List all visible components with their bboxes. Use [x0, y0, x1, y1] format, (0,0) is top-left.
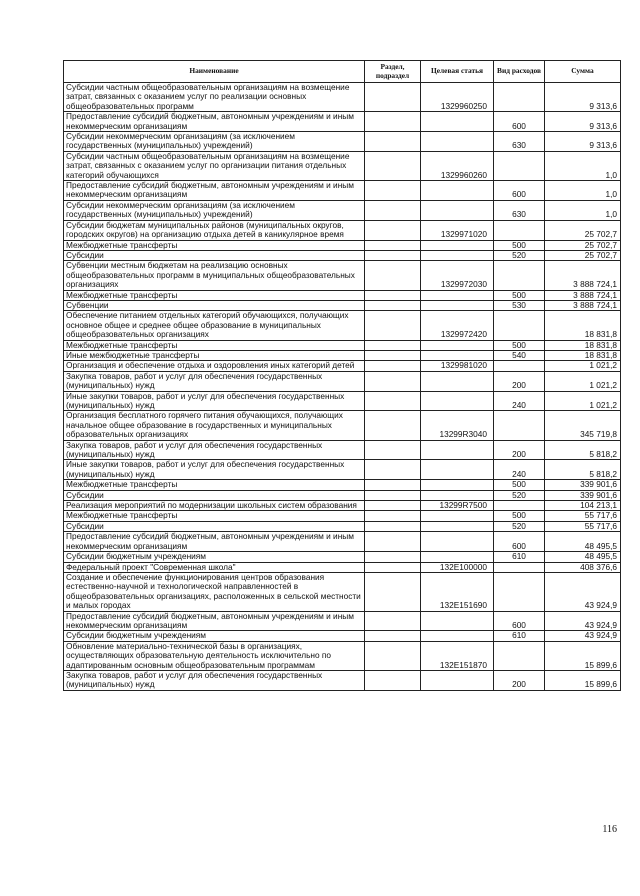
- cell-sum: 3 888 724,1: [545, 300, 621, 310]
- cell-section: [365, 300, 421, 310]
- cell-name: Субсидии некоммерческим организациям (за исключением государственных (муниципальных) учреждений): [64, 200, 365, 220]
- cell-name: Субсидии бюджетным учреждениям: [64, 631, 365, 641]
- table-row: [64, 371, 621, 391]
- cell-kind: 520: [494, 521, 545, 531]
- table-row: [64, 501, 621, 511]
- table-row: [64, 391, 621, 411]
- table-row: [64, 641, 621, 670]
- cell-sum: 1 021,2: [545, 391, 621, 411]
- cell-section: [365, 361, 421, 371]
- cell-kind: 600: [494, 532, 545, 552]
- cell-sum: 3 888 724,1: [545, 290, 621, 300]
- cell-kind: 630: [494, 132, 545, 152]
- cell-sum: 5 818,2: [545, 440, 621, 460]
- cell-kind: 520: [494, 490, 545, 500]
- cell-name: Закупка товаров, работ и услуг для обеспечения государственных (муниципальных) нужд: [64, 670, 365, 690]
- cell-sum: 9 313,6: [545, 83, 621, 112]
- cell-section: [365, 132, 421, 152]
- cell-kind: 200: [494, 371, 545, 391]
- cell-section: [365, 311, 421, 340]
- cell-name: Обеспечение питанием отдельных категорий обучающихся, получающих основное общее и среднее общее образование в муниципальных общеобразовательных организациях: [64, 311, 365, 340]
- table-row: [64, 261, 621, 290]
- cell-target: [421, 611, 494, 631]
- cell-kind: [494, 562, 545, 572]
- table-row: [64, 532, 621, 552]
- cell-target: [421, 631, 494, 641]
- cell-kind: 610: [494, 552, 545, 562]
- cell-sum: 43 924,9: [545, 631, 621, 641]
- cell-target: [421, 670, 494, 690]
- header-name: Наименование: [64, 61, 365, 83]
- cell-section: [365, 261, 421, 290]
- cell-sum: 48 495,5: [545, 532, 621, 552]
- cell-name: Обновление материально-технической базы в организациях, осуществляющих образовательную деятельность исключительно по адаптированным основным общеобразовательным программам: [64, 641, 365, 670]
- cell-kind: [494, 641, 545, 670]
- cell-sum: 55 717,6: [545, 511, 621, 521]
- cell-section: [365, 490, 421, 500]
- table-row: [64, 480, 621, 490]
- cell-sum: 25 702,7: [545, 250, 621, 260]
- cell-section: [365, 340, 421, 350]
- cell-kind: [494, 151, 545, 180]
- table-row: [64, 511, 621, 521]
- cell-name: Федеральный проект "Современная школа": [64, 562, 365, 572]
- cell-name: Субсидии частным общеобразовательным организациям на возмещение затрат, связанных с оказанием услуг по реализации основных общеобразовательных программ: [64, 83, 365, 112]
- cell-sum: 43 924,9: [545, 611, 621, 631]
- table-row: [64, 83, 621, 112]
- cell-kind: 240: [494, 460, 545, 480]
- cell-kind: 240: [494, 391, 545, 411]
- cell-section: [365, 391, 421, 411]
- cell-kind: [494, 311, 545, 340]
- cell-target: [421, 250, 494, 260]
- cell-kind: 610: [494, 631, 545, 641]
- cell-section: [365, 670, 421, 690]
- cell-section: [365, 151, 421, 180]
- cell-kind: 200: [494, 440, 545, 460]
- cell-kind: [494, 83, 545, 112]
- cell-kind: [494, 501, 545, 511]
- header-kind: Вид расходов: [494, 61, 545, 83]
- cell-kind: 530: [494, 300, 545, 310]
- cell-name: Создание и обеспечение функционирования центров образования естественно-научной и технологической направленностей в общеобразовательных организациях, расположенных в сельской местности и малых городах: [64, 572, 365, 611]
- budget-table: [63, 60, 621, 691]
- table-row: [64, 552, 621, 562]
- cell-target: 1329981020: [421, 361, 494, 371]
- cell-target: [421, 240, 494, 250]
- cell-kind: [494, 572, 545, 611]
- cell-section: [365, 460, 421, 480]
- cell-section: [365, 480, 421, 490]
- cell-kind: [494, 411, 545, 440]
- cell-target: 1329960260: [421, 151, 494, 180]
- cell-section: [365, 200, 421, 220]
- cell-name: Предоставление субсидий бюджетным, автономным учреждениям и иным некоммерческим организациям: [64, 611, 365, 631]
- cell-sum: 1 021,2: [545, 361, 621, 371]
- cell-kind: [494, 261, 545, 290]
- cell-name: Межбюджетные трансферты: [64, 240, 365, 250]
- cell-name: Межбюджетные трансферты: [64, 340, 365, 350]
- cell-target: [421, 552, 494, 562]
- cell-kind: [494, 361, 545, 371]
- cell-kind: 540: [494, 350, 545, 360]
- cell-kind: 200: [494, 670, 545, 690]
- cell-name: Субсидии некоммерческим организациям (за исключением государственных (муниципальных) учреждений): [64, 132, 365, 152]
- cell-target: [421, 460, 494, 480]
- cell-target: [421, 391, 494, 411]
- cell-section: [365, 501, 421, 511]
- cell-section: [365, 631, 421, 641]
- cell-target: 1329972030: [421, 261, 494, 290]
- table-row: [64, 151, 621, 180]
- table-row: [64, 240, 621, 250]
- cell-section: [365, 552, 421, 562]
- cell-section: [365, 220, 421, 240]
- table-header-row: [64, 61, 621, 83]
- cell-name: Иные закупки товаров, работ и услуг для обеспечения государственных (муниципальных) нужд: [64, 391, 365, 411]
- cell-name: Межбюджетные трансферты: [64, 290, 365, 300]
- table-row: [64, 340, 621, 350]
- cell-sum: 3 888 724,1: [545, 261, 621, 290]
- cell-sum: 18 831,8: [545, 340, 621, 350]
- cell-target: 132E151690: [421, 572, 494, 611]
- cell-target: 132E100000: [421, 562, 494, 572]
- cell-kind: 500: [494, 240, 545, 250]
- cell-target: [421, 350, 494, 360]
- cell-section: [365, 371, 421, 391]
- cell-kind: 600: [494, 112, 545, 132]
- table-row: [64, 350, 621, 360]
- cell-section: [365, 250, 421, 260]
- cell-target: [421, 300, 494, 310]
- table-row: [64, 562, 621, 572]
- cell-name: Субвенции местным бюджетам на реализацию основных общеобразовательных программ в муниципальных общеобразовательных организациях: [64, 261, 365, 290]
- cell-kind: 600: [494, 181, 545, 201]
- cell-sum: 345 719,8: [545, 411, 621, 440]
- cell-sum: 339 901,6: [545, 480, 621, 490]
- table-row: [64, 220, 621, 240]
- cell-sum: 25 702,7: [545, 240, 621, 250]
- table-row: [64, 411, 621, 440]
- cell-target: 1329972420: [421, 311, 494, 340]
- cell-target: 1329971020: [421, 220, 494, 240]
- page-number: 116: [602, 824, 617, 835]
- cell-target: [421, 200, 494, 220]
- cell-section: [365, 350, 421, 360]
- cell-target: [421, 371, 494, 391]
- cell-name: Субсидии бюджетным учреждениям: [64, 552, 365, 562]
- table-row: [64, 460, 621, 480]
- cell-sum: 1,0: [545, 181, 621, 201]
- cell-section: [365, 641, 421, 670]
- cell-sum: 55 717,6: [545, 521, 621, 531]
- cell-sum: 18 831,8: [545, 311, 621, 340]
- cell-sum: 339 901,6: [545, 490, 621, 500]
- cell-target: [421, 290, 494, 300]
- cell-section: [365, 572, 421, 611]
- cell-section: [365, 83, 421, 112]
- cell-name: Субсидии: [64, 490, 365, 500]
- cell-sum: 1,0: [545, 151, 621, 180]
- cell-section: [365, 562, 421, 572]
- cell-kind: 600: [494, 611, 545, 631]
- cell-sum: 1 021,2: [545, 371, 621, 391]
- cell-sum: 15 899,6: [545, 670, 621, 690]
- table-row: [64, 290, 621, 300]
- cell-target: 132E151870: [421, 641, 494, 670]
- cell-target: [421, 440, 494, 460]
- cell-target: [421, 532, 494, 552]
- cell-section: [365, 240, 421, 250]
- cell-name: Субсидии: [64, 521, 365, 531]
- cell-name: Реализация мероприятий по модернизации школьных систем образования: [64, 501, 365, 511]
- cell-section: [365, 611, 421, 631]
- cell-section: [365, 440, 421, 460]
- cell-sum: 18 831,8: [545, 350, 621, 360]
- cell-target: [421, 490, 494, 500]
- cell-sum: 1,0: [545, 200, 621, 220]
- cell-section: [365, 181, 421, 201]
- table-row: [64, 440, 621, 460]
- table-row: [64, 521, 621, 531]
- cell-kind: [494, 220, 545, 240]
- cell-name: Субсидии частным общеобразовательным организациям на возмещение затрат, связанных с оказанием услуг по организации питания отдельных категорий обучающихся: [64, 151, 365, 180]
- cell-name: Иные межбюджетные трансферты: [64, 350, 365, 360]
- cell-target: [421, 521, 494, 531]
- cell-target: [421, 181, 494, 201]
- cell-target: 13299R3040: [421, 411, 494, 440]
- cell-section: [365, 411, 421, 440]
- table-row: [64, 670, 621, 690]
- header-sum: Сумма: [545, 61, 621, 83]
- cell-sum: 9 313,6: [545, 132, 621, 152]
- cell-target: 1329960250: [421, 83, 494, 112]
- cell-section: [365, 112, 421, 132]
- cell-target: [421, 340, 494, 350]
- cell-section: [365, 532, 421, 552]
- table-row: [64, 112, 621, 132]
- table-row: [64, 181, 621, 201]
- table-row: [64, 132, 621, 152]
- budget-table-sheet: [63, 60, 620, 691]
- cell-target: 13299R7500: [421, 501, 494, 511]
- cell-sum: 5 818,2: [545, 460, 621, 480]
- table-row: [64, 300, 621, 310]
- cell-name: Межбюджетные трансферты: [64, 511, 365, 521]
- cell-section: [365, 290, 421, 300]
- table-row: [64, 200, 621, 220]
- cell-target: [421, 511, 494, 521]
- table-row: [64, 361, 621, 371]
- cell-section: [365, 511, 421, 521]
- table-row: [64, 631, 621, 641]
- table-row: [64, 572, 621, 611]
- cell-name: Субсидии бюджетам муниципальных районов (муниципальных округов, городских округов) на организацию отдыха детей в каникулярное время: [64, 220, 365, 240]
- cell-target: [421, 480, 494, 490]
- cell-sum: 408 376,6: [545, 562, 621, 572]
- cell-name: Предоставление субсидий бюджетным, автономным учреждениям и иным некоммерческим организациям: [64, 532, 365, 552]
- cell-name: Предоставление субсидий бюджетным, автономным учреждениям и иным некоммерческим организациям: [64, 181, 365, 201]
- cell-sum: 43 924,9: [545, 572, 621, 611]
- cell-kind: 500: [494, 511, 545, 521]
- table-row: [64, 250, 621, 260]
- table-row: [64, 490, 621, 500]
- cell-target: [421, 112, 494, 132]
- cell-name: Организация бесплатного горячего питания обучающихся, получающих начальное общее образование в государственных и муниципальных образовательных организациях: [64, 411, 365, 440]
- cell-name: Предоставление субсидий бюджетным, автономным учреждениям и иным некоммерческим организациям: [64, 112, 365, 132]
- cell-sum: 15 899,6: [545, 641, 621, 670]
- cell-name: Закупка товаров, работ и услуг для обеспечения государственных (муниципальных) нужд: [64, 371, 365, 391]
- cell-name: Межбюджетные трансферты: [64, 480, 365, 490]
- cell-name: Закупка товаров, работ и услуг для обеспечения государственных (муниципальных) нужд: [64, 440, 365, 460]
- cell-kind: 520: [494, 250, 545, 260]
- cell-sum: 25 702,7: [545, 220, 621, 240]
- cell-kind: 500: [494, 340, 545, 350]
- cell-name: Иные закупки товаров, работ и услуг для обеспечения государственных (муниципальных) нужд: [64, 460, 365, 480]
- cell-kind: 630: [494, 200, 545, 220]
- cell-sum: 104 213,1: [545, 501, 621, 511]
- cell-name: Субсидии: [64, 250, 365, 260]
- cell-kind: 500: [494, 480, 545, 490]
- cell-sum: 9 313,6: [545, 112, 621, 132]
- table-row: [64, 311, 621, 340]
- cell-name: Субвенции: [64, 300, 365, 310]
- cell-sum: 48 495,5: [545, 552, 621, 562]
- cell-target: [421, 132, 494, 152]
- cell-kind: 500: [494, 290, 545, 300]
- header-section: Раздел, подраздел: [365, 61, 421, 83]
- header-target: Целевая статья: [421, 61, 494, 83]
- table-row: [64, 611, 621, 631]
- cell-name: Организация и обеспечение отдыха и оздоровления иных категорий детей: [64, 361, 365, 371]
- cell-section: [365, 521, 421, 531]
